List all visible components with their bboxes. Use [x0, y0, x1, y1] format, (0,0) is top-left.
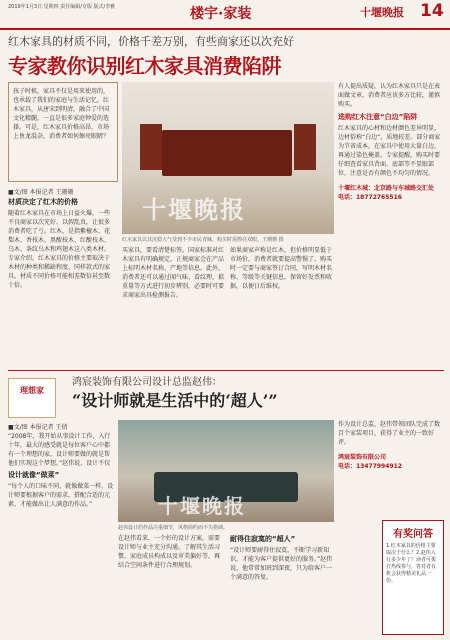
header-meta: 2019年1月3日 星期四 责任编辑/专版 版式/李雅: [8, 4, 116, 10]
article2-col3-text: “设计师要耐得住寂寞，不断学习新知识，才能为客户提供更好的服务。”赵伟说，他常常加班到深夜，只为给客户一个满意的答复。: [230, 547, 333, 581]
section-divider: [8, 370, 444, 371]
qa-text: 1.红木家具的价格主要取决于什么？2.赵伟入行多少年了？读者可拨打热线参与，答对者有机会获得精美礼品一份。: [386, 543, 437, 584]
article1-right-column: [338, 82, 444, 202]
article2-kicker: 鸿宸装饰有限公司设计总监赵伟：: [72, 377, 222, 388]
article2-col1-text2: “每个人的口味不同，就像做菜一样，设计师要根据客户的需求，搭配合适的元素，才能做出让人满意的作品。”: [8, 483, 114, 508]
photo-watermark: 十堰晚报: [142, 195, 246, 224]
company-name: 鸿宸装饰有限公司: [338, 454, 387, 461]
article1-col1-text: 随着红木家具在市场上日益火爆，一些不良商家以次充好、以假乱真，让很多消费者吃了亏。红木，是指紫檀木、花梨木、香枝木、黑酸枝木、红酸枝木、乌木、条纹乌木和鸡翅木这八类木材。专家介绍，红木家具的价格主要取决于木材的种类和稀缺程度，同样款式的家具，材质不同价格可能相差数倍甚至数十倍。: [8, 210, 111, 289]
article2-right-text: 作为设计总监，赵伟带领团队完成了数百个家装项目，获得了业主的一致好评。: [338, 421, 441, 446]
page-header: [0, 0, 450, 30]
right-col-text: 有人提出质疑，认为红木家具只是在表面做文章，消费者应该多方比较，谨慎购买。: [338, 83, 441, 108]
qa-title: 有奖问答: [393, 529, 433, 540]
article2-subtitle2: 耐得住寂寞的“超人”: [230, 535, 296, 543]
company-phone: 电话：13477994912: [338, 463, 402, 470]
article1-col3-text: 如果商家声称是红木，但价格明显低于市场价，消费者就要提高警惕了。购买时一定要与商家签订合同，写明木材名称、等级等关键信息，保留好发票和收据，以便日后维权。: [230, 247, 333, 290]
article1-section-title: 材质决定了红木的价格: [8, 198, 78, 206]
chair-shape: [294, 124, 316, 170]
section-title: 楼宇·家装: [190, 6, 252, 22]
article2-right-column: [338, 420, 444, 516]
newspaper-logo: 十堰晚报: [360, 6, 404, 19]
article2-photo: [118, 420, 334, 522]
article2-author: ■文/图 本报记者 王倩: [8, 424, 68, 431]
article1-col2-text: 买家具，要看清楚标签。国家标准对红木家具有明确规定，正规商家会在产品上标明木材名称、产地等信息。此外，消费者还可以通过闻气味、看纹理、掂重量等方式进行初步辨别，必要时可要求商家出具检测报告。: [122, 247, 225, 299]
qa-box: [382, 520, 444, 635]
table-shape: [162, 130, 292, 176]
article1-author: ■文/图 本报记者 王珊珊: [8, 189, 74, 196]
article1-intro-box: 孩子时候，家具不仅是用来使用的，也承载了我们的家庭与生活记忆。红木家具，从唐宋到明清，融合了中国文化精髓，一直是很多家庭钟爱的选择。可是，红木家具价格高昂，市场上鱼龙混杂，消费者如何擦亮眼睛？: [8, 82, 118, 182]
article2-section-title: 设计就像“做菜”: [8, 471, 60, 479]
right-section-title: 选购红木注意“白边”陷阱: [338, 113, 418, 121]
column-badge: 理想家: [8, 378, 56, 418]
article1-photo: [122, 82, 334, 234]
right-col-text2: 红木家具的心材和边材颜色差异明显，边材俗称“白边”，质地较差。部分商家为节省成本，在家具中使用大量白边，再通过染色掩盖。专家提醒，购买时要仔细查看家具背面、底部等不显眼部位，注意是否有颜色不均匀的情况。: [338, 125, 441, 177]
article1-photo-caption: 红木家具以其沉稳大气受到不少市民青睐，购买时需擦亮双眼。王珊珊 摄: [122, 237, 284, 243]
article1-subtitle: 红木家具的材质不同，价格千差万别，有些商家还以次充好: [8, 35, 294, 48]
chair-shape: [140, 124, 162, 170]
article1-headline: 专家教你识别红木家具消费陷阱: [8, 54, 281, 78]
contact-label: 十堰红木城：北京路与车城路交汇处: [338, 185, 435, 192]
article2-headline: “设计师就是生活中的‘超人’”: [72, 391, 278, 410]
page-number: 14: [420, 1, 444, 21]
article2-col1-text: “2008年，我开始从事设计工作，入行十年，最大的感受就是每位客户心中都有一个理想的家，设计师要做的就是帮他们实现这个梦想。”赵伟说，设计不仅: [8, 433, 111, 466]
photo-watermark: 十堰晚报: [158, 494, 246, 518]
article2-photo-caption: 赵伟设计的作品注重细节，风格简约而不失格调。: [118, 525, 229, 531]
article2-col2-text: 在赵伟看来，一个好的设计方案，需要设计师与业主充分沟通，了解其生活习惯、家庭成员构成以及审美偏好等，再结合空间条件进行合理规划。: [118, 535, 221, 569]
contact-phone: 电话：18772765516: [338, 194, 402, 201]
